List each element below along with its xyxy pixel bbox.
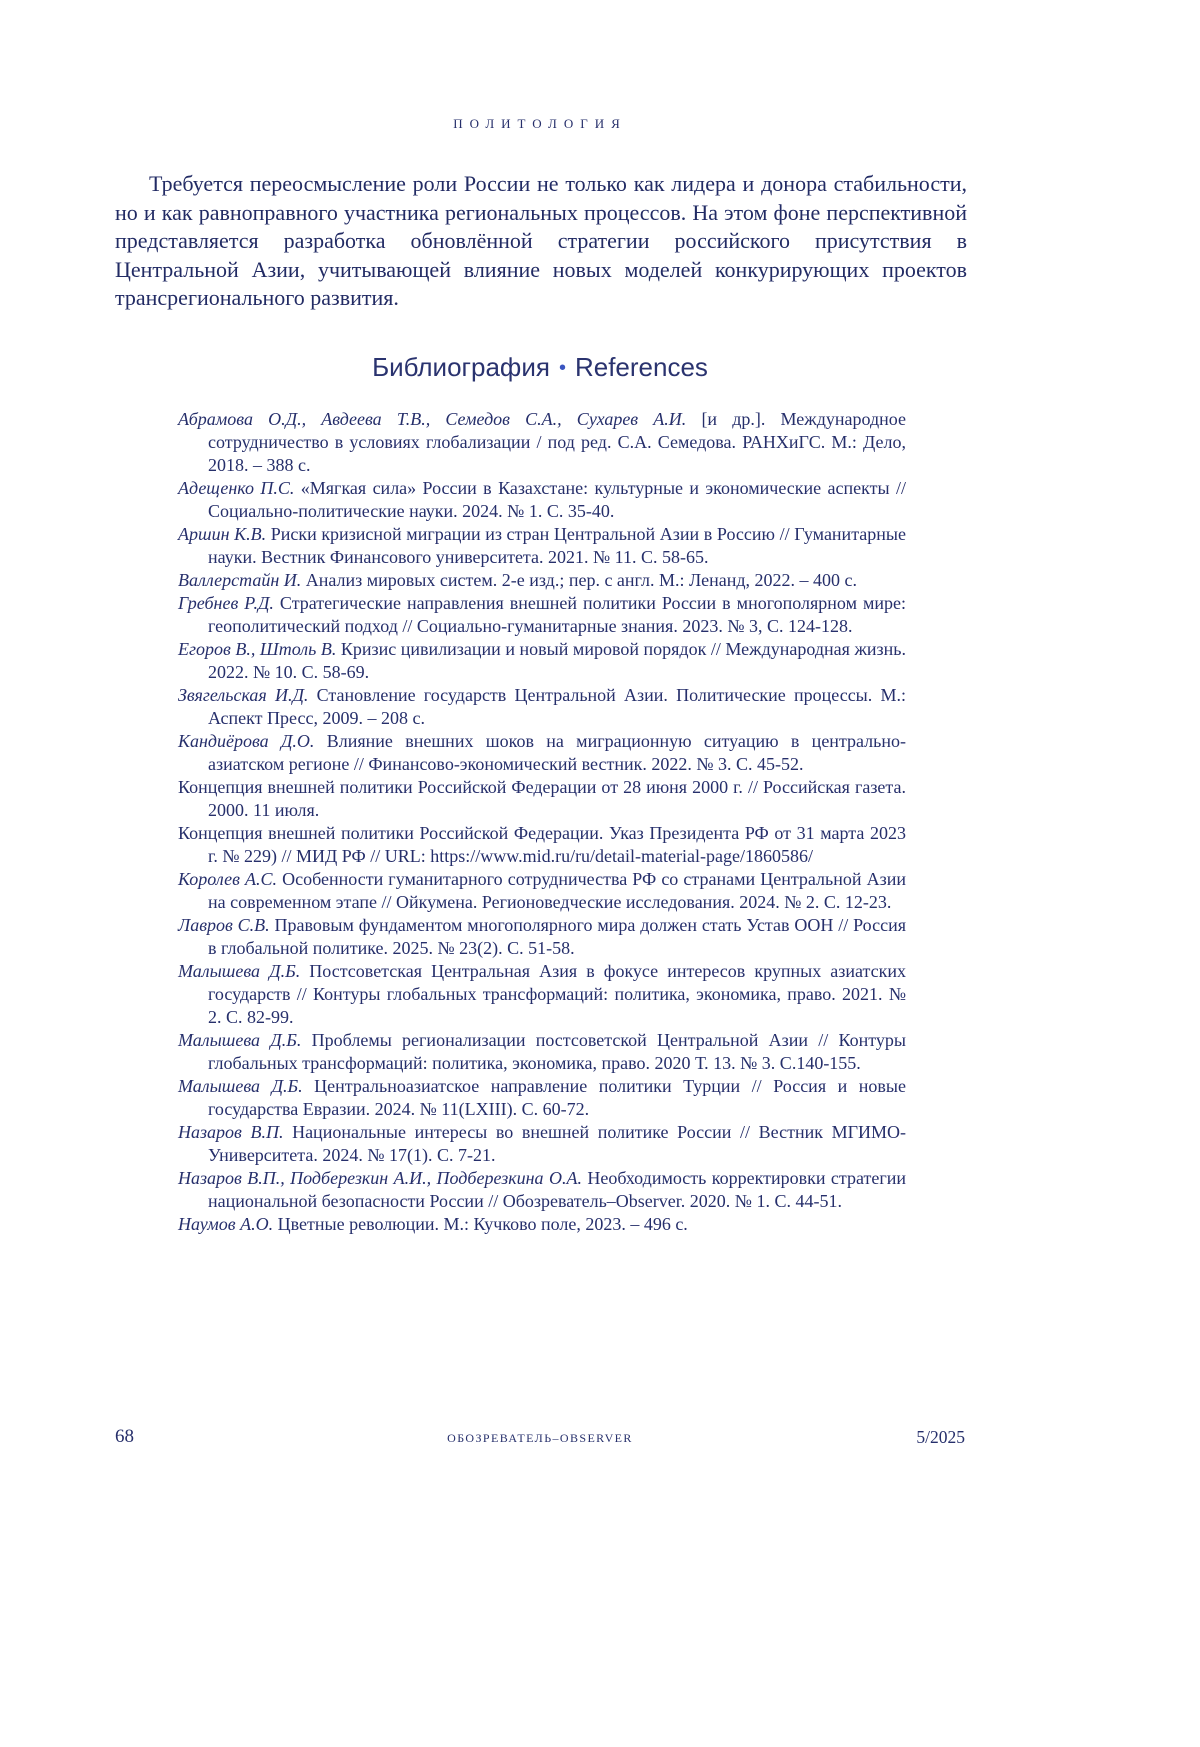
reference-entry xyxy=(178,408,906,477)
reference-authors: Лавров С.В. xyxy=(178,915,270,935)
reference-authors: Назаров В.П., Подберезкин А.И., Подберезкина О.А. xyxy=(178,1168,582,1188)
reference-entry xyxy=(178,684,906,730)
reference-text: Постсоветская Центральная Азия в фокусе интересов крупных азиатских государств // Контуры глобальных трансформаций: политика, экономика, право. 2021. № 2. С. 82-99. xyxy=(208,961,906,1027)
journal-name: ОБОЗРЕВАТЕЛЬ–OBSERVER xyxy=(447,1431,633,1445)
reference-text: Концепция внешней политики Российской Федерации от 28 июня 2000 г. // Российская газета. 2000. 11 июля. xyxy=(178,777,906,820)
reference-entry xyxy=(178,914,906,960)
reference-entry xyxy=(178,523,906,569)
reference-authors: Малышева Д.Б. xyxy=(178,1030,302,1050)
reference-authors: Абрамова О.Д., Авдеева Т.В., Семедов С.А., Сухарев А.И. xyxy=(178,409,687,429)
reference-authors: Наумов А.О. xyxy=(178,1214,274,1234)
reference-entry xyxy=(178,592,906,638)
reference-authors: Назаров В.П. xyxy=(178,1122,284,1142)
reference-text: Необходимость корректировки стратегии национальной безопасности России // Обозреватель–Observer. 2020. № 1. С. 44-51. xyxy=(208,1168,906,1211)
reference-text: Анализ мировых систем. 2-е изд.; пер. с англ. М.: Ленанд, 2022. – 400 с. xyxy=(301,570,857,590)
reference-authors: Звягельская И.Д. xyxy=(178,685,309,705)
reference-text: Особенности гуманитарного сотрудничества РФ со странами Центральной Азии на современном этапе // Ойкумена. Регионоведческие исследования. 2024. № 2. С. 12-23. xyxy=(208,869,906,912)
bibliography-heading-en: References xyxy=(574,352,708,382)
reference-entry xyxy=(178,638,906,684)
reference-entry xyxy=(178,1075,906,1121)
reference-text: Правовым фундаментом многополярного мира должен стать Устав ООН // Россия в глобальной политике. 2025. № 23(2). С. 51-58. xyxy=(208,915,906,958)
reference-entry xyxy=(178,776,906,822)
reference-entry xyxy=(178,1167,906,1213)
reference-text: Концепция внешней политики Российской Федерации. Указ Президента РФ от 31 марта 2023 г. № 229) // МИД РФ // URL: https://www.mid.ru/ru/detail-material-page/1860586/ xyxy=(178,823,906,866)
reference-authors: Кандиёрова Д.О. xyxy=(178,731,315,751)
reference-entry xyxy=(178,1121,906,1167)
reference-entry xyxy=(178,477,906,523)
reference-text: Проблемы регионализации постсоветской Центральной Азии // Контуры глобальных трансформаций: политика, экономика, право. 2020 Т. 13. № 3. С.140-155. xyxy=(208,1030,906,1073)
page-footer xyxy=(115,1426,965,1452)
reference-entry xyxy=(178,730,906,776)
reference-entry xyxy=(178,1029,906,1075)
reference-authors: Валлерстайн И. xyxy=(178,570,302,590)
reference-text: Стратегические направления внешней политики России в многополярном мире: геополитический подход // Социально-гуманитарные знания. 2023. № 3, С. 124-128. xyxy=(208,593,906,636)
reference-authors: Адещенко П.С. xyxy=(178,478,295,498)
page-number: 68 xyxy=(115,1426,134,1447)
references-list xyxy=(178,408,906,1236)
reference-text: Кризис цивилизации и новый мировой порядок // Международная жизнь. 2022. № 10. С. 58-69. xyxy=(208,639,906,682)
reference-text: «Мягкая сила» России в Казахстане: культурные и экономические аспекты // Социально-политические науки. 2024. № 1. С. 35-40. xyxy=(208,478,906,521)
reference-authors: Малышева Д.Б. xyxy=(178,1076,303,1096)
reference-text: [и др.]. Международное сотрудничество в условиях глобализации / под ред. С.А. Семедова. РАНХиГС. М.: Дело, 2018. – 388 с. xyxy=(208,409,906,475)
lead-paragraph: Требуется переосмысление роли России не только как лидера и донора стабильности, но и как равноправного участника региональных процессов. На этом фоне перспективной представляется разработка обновлённой стратегии российского присутствия в Центральной Азии, учитывающей влияние новых моделей конкурирующих проектов трансрегионального развития. xyxy=(115,171,967,310)
reference-text: Цветные революции. М.: Кучково поле, 2023. – 496 с. xyxy=(273,1214,688,1234)
reference-authors: Королев А.С. xyxy=(178,869,278,889)
bibliography-heading-ru: Библиография xyxy=(372,352,550,382)
reference-text: Риски кризисной миграции из стран Центральной Азии в Россию // Гуманитарные науки. Вестник Финансового университета. 2021. № 11. С. 58-65. xyxy=(208,524,906,567)
heading-bullet-icon: • xyxy=(558,357,566,379)
reference-authors: Малышева Д.Б. xyxy=(178,961,301,981)
reference-text: Влияние внешних шоков на миграционную ситуацию в центрально-азиатском регионе // Финансово-экономический вестник. 2022. № 3. С. 45-52. xyxy=(208,731,906,774)
reference-entry xyxy=(178,569,906,592)
reference-authors: Егоров В., Штоль В. xyxy=(178,639,337,659)
running-head: ПОЛИТОЛОГИЯ xyxy=(453,116,627,131)
reference-authors: Гребнев Р.Д. xyxy=(178,593,274,613)
reference-authors: Аршин К.В. xyxy=(178,524,267,544)
reference-entry xyxy=(178,822,906,868)
reference-text: Центральноазиатское направление политики Турции // Россия и новые государства Евразии. 2024. № 11(LXIII). С. 60-72. xyxy=(208,1076,906,1119)
bibliography-heading xyxy=(115,352,965,383)
reference-entry xyxy=(178,960,906,1029)
reference-entry xyxy=(178,1213,906,1236)
reference-entry xyxy=(178,868,906,914)
reference-text: Становление государств Центральной Азии. Политические процессы. М.: Аспект Пресс, 2009. – 208 с. xyxy=(208,685,906,728)
reference-text: Национальные интересы во внешней политике России // Вестник МГИМО-Университета. 2024. № 17(1). С. 7-21. xyxy=(208,1122,906,1165)
issue-number: 5/2025 xyxy=(916,1427,965,1447)
